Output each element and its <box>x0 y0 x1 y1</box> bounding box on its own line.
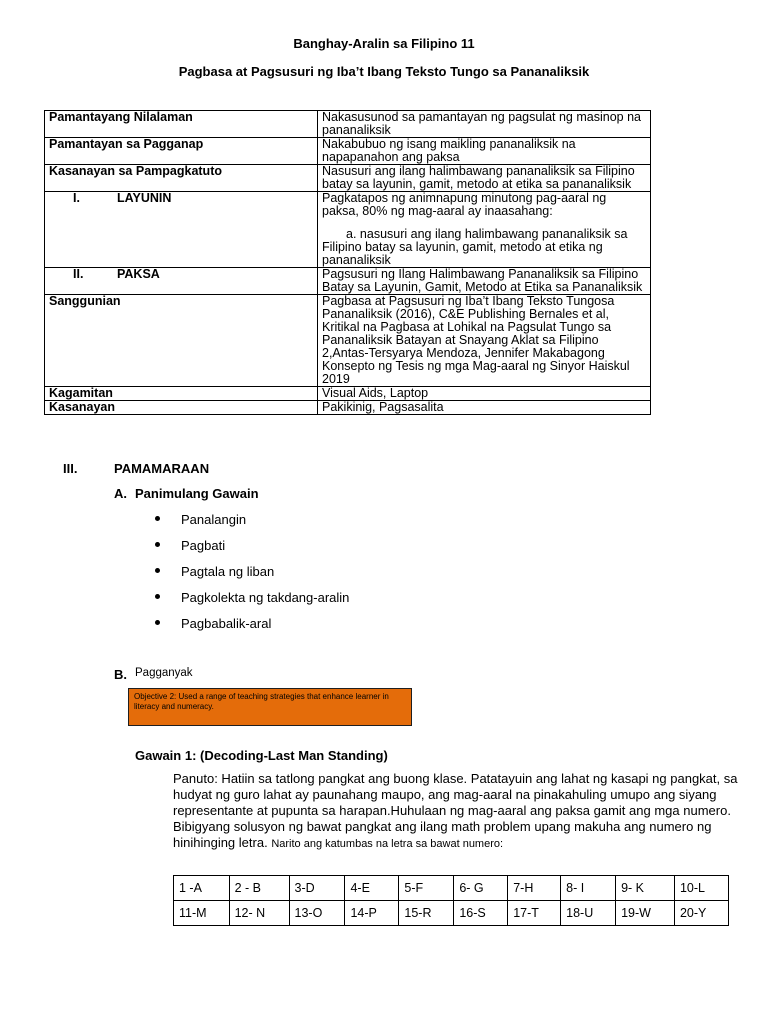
roman-numeral: I. <box>73 191 80 205</box>
row-value <box>318 192 651 268</box>
table-cell: 16-S <box>454 901 508 926</box>
list-item <box>181 512 246 527</box>
table-cell: 14-P <box>345 901 399 926</box>
list-item-text: Pagtala ng liban <box>181 564 275 579</box>
row-label <box>45 192 318 268</box>
document-subtitle: Pagbasa at Pagsusuri ng Iba’t Ibang Teksto Tungo sa Pananaliksik <box>178 64 590 79</box>
subsection-title: Panimulang Gawain <box>135 486 259 501</box>
table-row <box>45 138 651 165</box>
instructions-text: Panuto: Hatiin sa tatlong pangkat ang buong klase. Patatayuin ang lahat ng kasapi ng pangkat, sa hudyat ng guro lahat ay paunahang maupo, ang mag-aaral na pinakahuling umupo ang siyang representante at pupunta sa harapan.Huhulaan ng mag-aaral ang paksa gamit ang mga numero. Bibigyang solusyon ng bawat pangkat ang ilang math problem upang makuha ang numero ng hinihinging letra. <box>173 771 738 850</box>
subsection-title: Pagganyak <box>135 667 193 679</box>
table-row <box>174 901 729 926</box>
table-cell: 1 -A <box>174 876 230 901</box>
bullet-icon <box>155 620 160 625</box>
list-item-text: Pagkolekta ng takdang-aralin <box>181 590 350 605</box>
list-item-text: Pagbabalik-aral <box>181 616 272 631</box>
table-row <box>45 111 651 138</box>
objective-text: nasusuri ang ilang halimbawang pananaliksik sa Filipino batay sa layunin, gamit, metodo at etika ng pananaliksik <box>322 227 628 267</box>
table-cell: 19-W <box>616 901 675 926</box>
row-value: Visual Aids, Laptop <box>318 387 651 401</box>
bullet-icon <box>155 516 160 521</box>
table-cell: 8- I <box>561 876 616 901</box>
bullet-icon <box>155 542 160 547</box>
table-cell: 5-F <box>399 876 454 901</box>
subsection-letter: B. <box>114 667 127 682</box>
table-cell: 12- N <box>229 901 289 926</box>
row-label: Pamantayang Nilalaman <box>45 111 318 138</box>
table-cell: 13-O <box>289 901 345 926</box>
objective-letter: a. <box>346 227 357 241</box>
lesson-info-table <box>44 110 651 415</box>
number-letter-table <box>173 875 729 926</box>
objective-callout: Objective 2: Used a range of teaching strategies that enhance learner in literacy and numeracy. <box>128 688 412 726</box>
table-cell: 2 - B <box>229 876 289 901</box>
section-title: PAMAMARAAN <box>114 461 210 476</box>
table-cell: 10-L <box>674 876 728 901</box>
list-item <box>181 590 349 605</box>
row-value: Pagsusuri ng Ilang Halimbawang Pananaliksik sa Filipino Batay sa Layunin, Gamit, Metodo at Etika sa Pananaliksik <box>318 268 651 295</box>
bullet-icon <box>155 594 160 599</box>
table-row <box>45 295 651 387</box>
bullet-icon <box>155 568 160 573</box>
objective-intro: Pagkatapos ng animnapung minutong pag-aaral ng paksa, 80% ng mag-aaral ay inaasahang: <box>322 191 607 218</box>
objective-item <box>322 228 646 267</box>
row-label: Kasanayan <box>45 401 318 415</box>
row-value: Nakabubuo ng isang maikling pananaliksik na napapanahon ang paksa <box>318 138 651 165</box>
row-value: Pagbasa at Pagsusuri ng Iba’t Ibang Teksto Tungosa Pananaliksik (2016), C&E Publishing Bernales et al, Kritikal na Pagbasa at Lohikal na Pagsulat Tungo sa Pananaliksik Batayan at Snayang Aklat sa Filipino 2,Antas-Tersyarya Mendoza, Jennifer Makabagong Konsepto ng Tesis ng mga Mag-aaral ng Sinyor Haiskul 2019 <box>318 295 651 387</box>
table-cell: 9- K <box>616 876 675 901</box>
instructions-note: Narito ang katumbas na letra sa bawat numero: <box>271 838 504 850</box>
row-value: Nakasusunod sa pamantayan ng pagsulat ng masinop na pananaliksik <box>318 111 651 138</box>
table-row <box>174 876 729 901</box>
section-label: LAYUNIN <box>117 191 172 205</box>
table-row <box>45 268 651 295</box>
table-cell: 11-M <box>174 901 230 926</box>
activity-instructions <box>173 771 743 852</box>
table-row <box>45 387 651 401</box>
row-label: Sanggunian <box>45 295 318 387</box>
list-item <box>181 538 225 553</box>
list-item <box>181 564 274 579</box>
table-cell: 6- G <box>454 876 508 901</box>
row-label: Kagamitan <box>45 387 318 401</box>
list-item <box>181 616 271 631</box>
table-row <box>45 165 651 192</box>
table-cell: 20-Y <box>674 901 728 926</box>
row-label: Pamantayan sa Pagganap <box>45 138 318 165</box>
table-row <box>45 192 651 268</box>
row-label <box>45 268 318 295</box>
document-title: Banghay-Aralin sa Filipino 11 <box>293 36 475 51</box>
activity-title: Gawain 1: (Decoding-Last Man Standing) <box>135 748 388 763</box>
table-cell: 3-D <box>289 876 345 901</box>
list-item-text: Panalangin <box>181 512 247 527</box>
row-value: Pakikinig, Pagsasalita <box>318 401 651 415</box>
row-value: Nasusuri ang ilang halimbawang pananaliksik sa Filipino batay sa layunin, gamit, metodo at etika sa pananaliksik <box>318 165 651 192</box>
row-label: Kasanayan sa Pampagkatuto <box>45 165 318 192</box>
section-roman: III. <box>63 461 78 476</box>
table-cell: 15-R <box>399 901 454 926</box>
table-cell: 18-U <box>561 901 616 926</box>
table-cell: 7-H <box>508 876 561 901</box>
subsection-letter: A. <box>114 486 127 501</box>
section-label: PAKSA <box>117 267 160 281</box>
list-item-text: Pagbati <box>181 538 226 553</box>
roman-numeral: II. <box>73 267 84 281</box>
table-cell: 17-T <box>508 901 561 926</box>
table-cell: 4-E <box>345 876 399 901</box>
table-row <box>45 401 651 415</box>
